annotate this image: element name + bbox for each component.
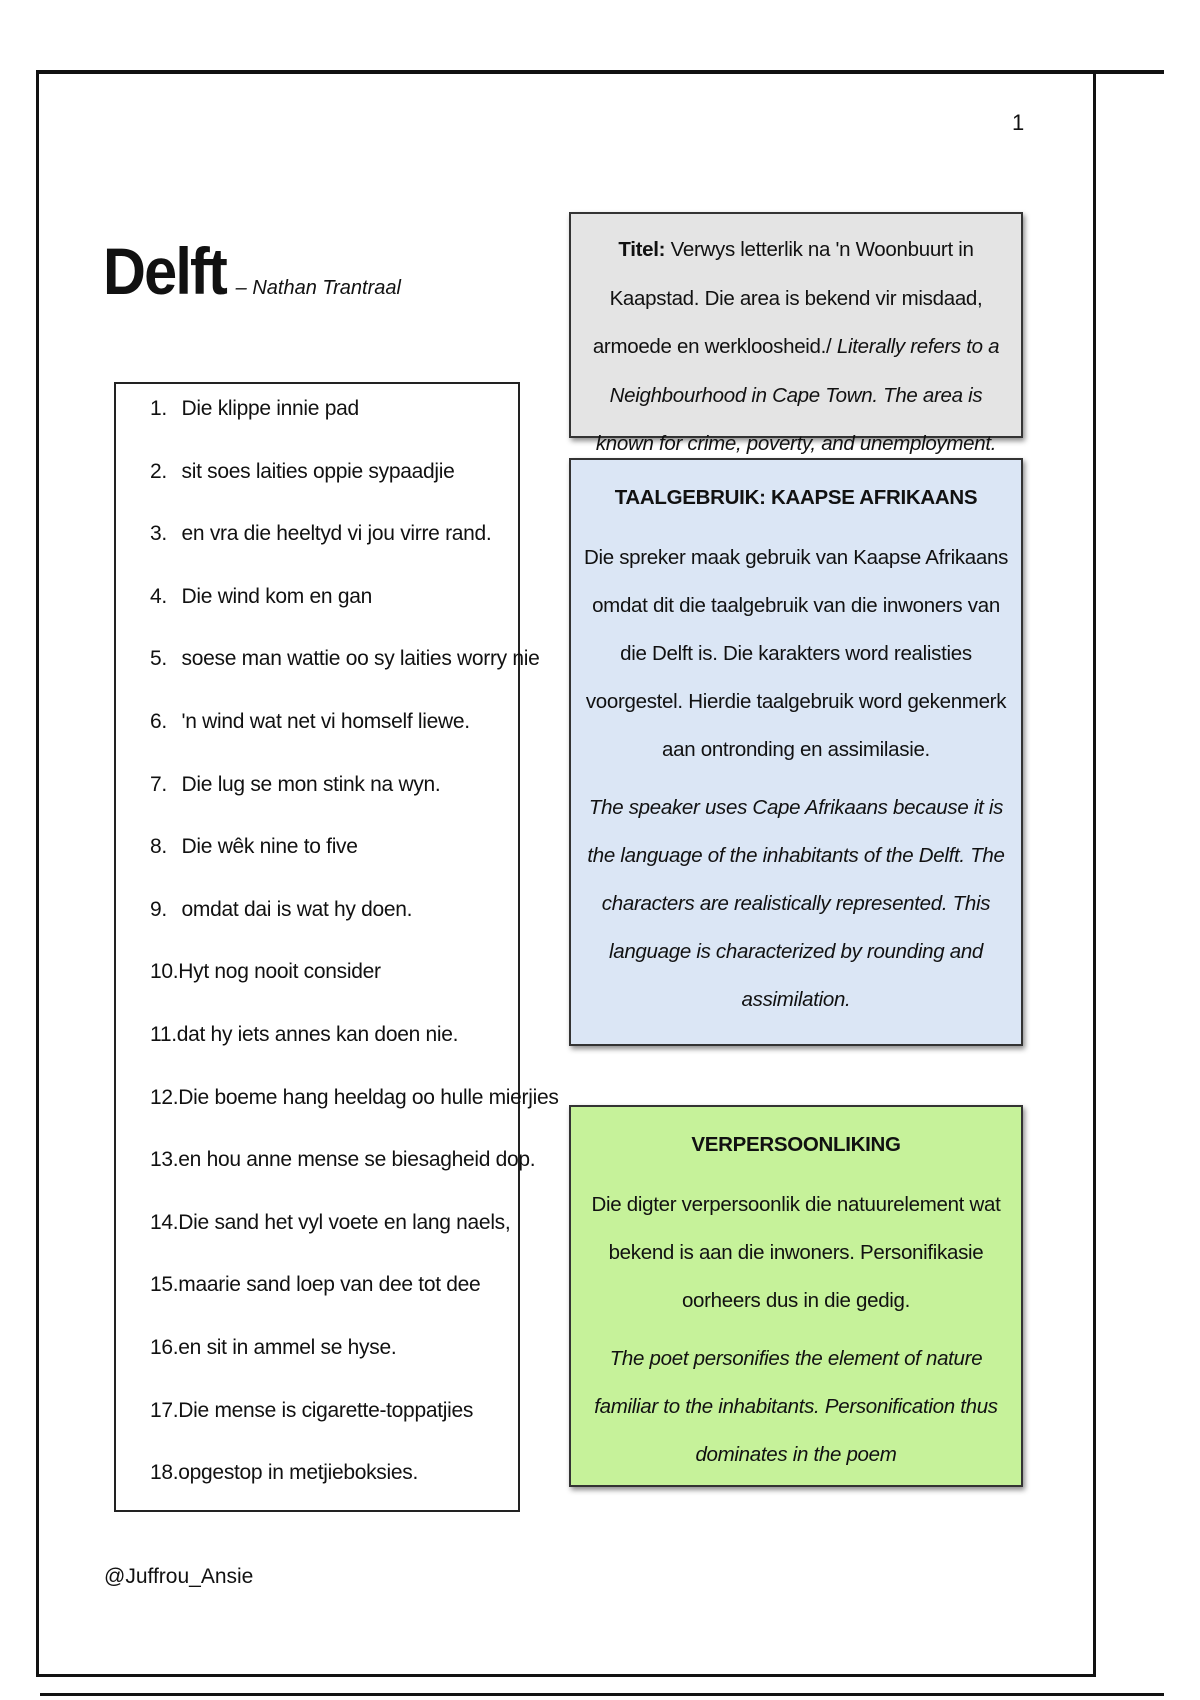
line-text: opgestop in metjieboksies.	[178, 1461, 418, 1485]
poem-box	[114, 382, 559, 1512]
taalgebruik-afrikaans: Die spreker maak gebruik van Kaapse Afrikaans omdat dit die taalgebruik van die inwoners van die Delft is. Die karakters word realisties voorgestel. Hierdie taalgebruik word gekenmerk aan ontronding en assimilasie.	[583, 546, 1009, 761]
line-number: 11.	[150, 1022, 177, 1046]
bottom-rule	[40, 1693, 1164, 1696]
taalgebruik-heading: TAALGEBRUIK: KAAPSE AFRIKAANS	[614, 486, 978, 509]
title-block	[103, 234, 401, 308]
poem-line	[150, 1331, 559, 1394]
line-text: Die wêk nine to five	[181, 835, 358, 859]
line-text: soese man wattie oo sy laities worry nie	[181, 647, 540, 671]
line-text: Die wind kom en gan	[181, 584, 372, 608]
poem-line	[150, 768, 559, 831]
taalgebruik-box	[569, 458, 1023, 1046]
poem-line	[150, 893, 559, 956]
line-text: en vra die heeltyd vi jou virre rand.	[181, 522, 492, 546]
line-number: 10.	[150, 960, 179, 984]
line-number: 16.	[150, 1335, 179, 1359]
line-text: Die sand het vyl voete en lang naels,	[178, 1210, 511, 1234]
title-info-box	[569, 212, 1023, 455]
poem-author: – Nathan Trantraal	[235, 277, 401, 299]
line-number: 6.	[150, 709, 167, 733]
poem-line	[150, 1081, 559, 1144]
poem-title: Delft	[103, 234, 227, 308]
page-number: 1	[1012, 110, 1025, 135]
line-text: Die klippe innie pad	[181, 397, 359, 420]
verpersoonliking-box	[569, 1105, 1023, 1487]
line-number: 5.	[150, 647, 167, 671]
poem-line	[150, 1268, 559, 1331]
poem-line	[150, 1456, 559, 1519]
line-text: maarie sand loep van dee tot dee	[178, 1273, 481, 1297]
poem-line	[150, 1018, 559, 1081]
line-number: 15.	[150, 1273, 179, 1297]
line-number: 13.	[150, 1148, 179, 1172]
title-box-label: Titel:	[618, 238, 666, 261]
line-text: Die mense is cigarette-toppatjies	[178, 1398, 474, 1422]
line-number: 9.	[150, 897, 167, 921]
poem-line	[150, 1394, 559, 1457]
line-number: 2.	[150, 459, 167, 483]
poem-list	[150, 392, 559, 1519]
line-number: 1.	[150, 397, 167, 420]
line-text: en hou anne mense se biesagheid dop.	[178, 1148, 536, 1172]
line-number: 12.	[150, 1085, 179, 1109]
taalgebruik-english: The speaker uses Cape Afrikaans because it is the language of the inhabitants of the Delft. The characters are realistically represented. This language is characterized by rounding and assimilation.	[587, 796, 1005, 1011]
line-text: Hyt nog nooit consider	[178, 960, 381, 984]
line-number: 4.	[150, 584, 167, 608]
poem-line	[150, 830, 559, 893]
poem-line	[150, 580, 559, 643]
verpersoonliking-heading: VERPERSOONLIKING	[691, 1133, 901, 1156]
poem-line	[150, 642, 559, 705]
poem-line	[150, 1206, 559, 1269]
line-number: 7.	[150, 772, 167, 796]
line-text: Die lug se mon stink na wyn.	[181, 772, 441, 796]
line-text: dat hy iets annes kan doen nie.	[176, 1022, 459, 1046]
verpersoonliking-english: The poet personifies the element of nature familiar to the inhabitants. Personification thus dominates in the poem	[594, 1347, 998, 1466]
poem-line	[150, 455, 559, 518]
poem-line	[150, 517, 559, 580]
poem-line	[150, 1143, 559, 1206]
author-handle: @Juffrou_Ansie	[104, 1565, 254, 1588]
verpersoonliking-afrikaans: Die digter verpersoonlik die natuurelement wat bekend is aan die inwoners. Personifikasie oorheers dus in die gedig.	[591, 1193, 1001, 1312]
line-text: Die boeme hang heeldag oo hulle mierjies	[178, 1085, 559, 1109]
line-number: 14.	[150, 1210, 179, 1234]
line-text: omdat dai is wat hy doen.	[181, 897, 413, 921]
line-number: 8.	[150, 835, 167, 859]
poem-line	[150, 955, 559, 1018]
line-text: sit soes laities oppie sypaadjie	[181, 459, 455, 483]
line-text: en sit in ammel se hyse.	[178, 1335, 397, 1359]
title-box-english: Literally refers to a Neighbourhood in Cape Town. The area is known for crime, poverty, and unemployment.	[595, 335, 1000, 455]
line-text: 'n wind wat net vi homself liewe.	[181, 709, 470, 733]
poem-line	[150, 705, 559, 768]
poem-line	[150, 392, 559, 455]
line-number: 18.	[150, 1461, 179, 1485]
line-number: 3.	[150, 522, 167, 546]
title-box-afrikaans: Verwys letterlik na 'n Woonbuurt in Kaapstad. Die area is bekend vir misdaad, armoede en werkloosheid./	[592, 238, 983, 358]
line-number: 17.	[150, 1398, 179, 1422]
